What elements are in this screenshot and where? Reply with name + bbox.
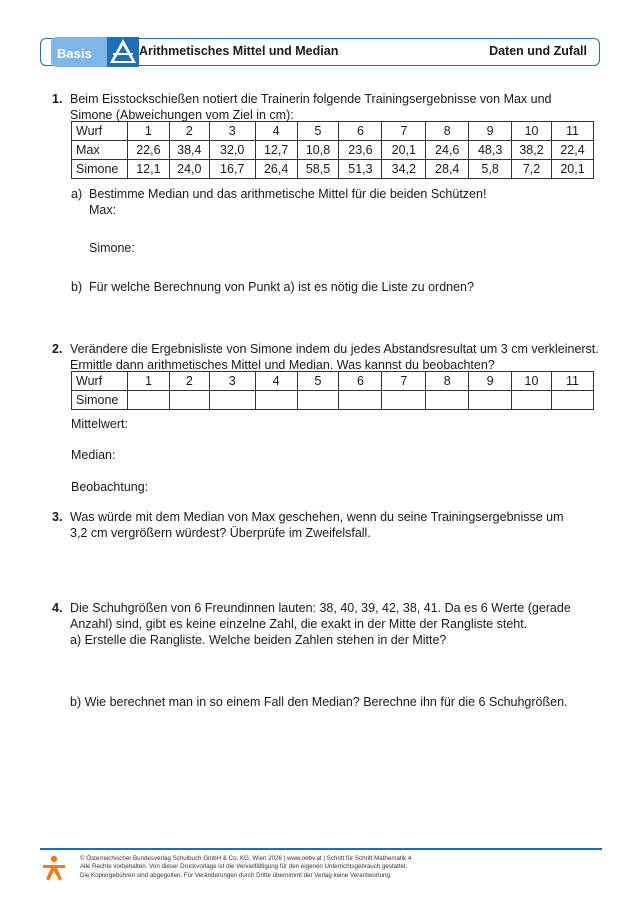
task2-table-cell: 6 — [339, 372, 382, 391]
task1-table-row-label: Max — [72, 141, 128, 160]
task1-table-cell: 8 — [426, 122, 469, 141]
task2-table-cell: 9 — [469, 372, 512, 391]
task1-table-cell: 12,1 — [127, 160, 169, 179]
task2-table-cell: 3 — [209, 372, 255, 391]
task1-table-cell: 7,2 — [512, 160, 552, 179]
task2-table-cell — [209, 391, 255, 410]
task1-table-cell: 48,3 — [469, 141, 512, 160]
task1-table-cell: 16,7 — [209, 160, 255, 179]
footer-rule — [40, 848, 602, 850]
task1-table-cell: 10 — [512, 122, 552, 141]
task1-results-table — [71, 121, 594, 179]
task1-table-cell: 7 — [382, 122, 426, 141]
task1-table-row-label: Wurf — [72, 122, 128, 141]
task2-table-cell — [469, 391, 512, 410]
task2-table-cell — [169, 391, 209, 410]
task1-table-cell: 24,6 — [426, 141, 469, 160]
task1-table-cell: 23,6 — [339, 141, 382, 160]
task1-a-max-label: Max: — [89, 203, 117, 217]
task1-table-cell: 12,7 — [255, 141, 297, 160]
task1-table-cell: 38,2 — [512, 141, 552, 160]
task1-table-row-label: Simone — [72, 160, 128, 179]
task2-table-cell — [255, 391, 297, 410]
task1-a-label: a) — [71, 187, 83, 201]
task1-table-cell: 2 — [169, 122, 209, 141]
task2-table-cell — [127, 391, 169, 410]
task1-intro-line2: Simone (Abweichungen vom Ziel in cm): — [70, 108, 294, 122]
badge-label: Basis — [57, 46, 92, 61]
task1-b-label: b) — [71, 280, 83, 294]
task1-table-cell: 24,0 — [169, 160, 209, 179]
task1-table-cell: 22,4 — [552, 141, 594, 160]
task2-median-label: Median: — [71, 448, 116, 462]
task1-table-cell: 26,4 — [255, 160, 297, 179]
task4-text — [70, 600, 571, 648]
publisher-logo-icon — [40, 854, 68, 882]
task1-table-cell: 28,4 — [426, 160, 469, 179]
task1-table-cell: 6 — [339, 122, 382, 141]
task1-table-cell: 5 — [297, 122, 339, 141]
task1-table-cell: 51,3 — [339, 160, 382, 179]
task1-table-cell: 20,1 — [382, 141, 426, 160]
task3-line1: Was würde mit dem Median von Max geschehen, wenn du seine Trainingsergebnisse um — [70, 510, 564, 524]
task1-table-cell: 32,0 — [209, 141, 255, 160]
task1-table-cell: 3 — [209, 122, 255, 141]
task2-table-row — [72, 391, 594, 410]
task2-table-cell: 7 — [382, 372, 426, 391]
task2-results-table — [71, 371, 594, 410]
task2-line2: Ermittle dann arithmetisches Mittel und Median. Was kannst du beobachten? — [70, 358, 495, 372]
task4-b-text: b) Wie berechnet man in so einem Fall den Median? Berechne ihn für die 6 Schuhgrößen. — [70, 695, 568, 709]
task1-table-cell: 9 — [469, 122, 512, 141]
task2-table-cell: 1 — [127, 372, 169, 391]
task2-table-row-label: Wurf — [72, 372, 128, 391]
task2-line1: Verändere die Ergebnisliste von Simone indem du jedes Abstandsresultat um 3 cm verkleinerst. — [70, 342, 599, 356]
topic-label: Daten und Zufall — [489, 44, 587, 58]
task2-table-cell — [339, 391, 382, 410]
footer-copyright — [80, 855, 411, 880]
task2-table-cell — [426, 391, 469, 410]
task2-table-cell — [551, 391, 593, 410]
task2-table-cell — [382, 391, 426, 410]
task2-table-cell: 11 — [551, 372, 593, 391]
footer-line2: Alle Rechte vorbehalten. Von dieser Druckvorlage ist die Vervielfältigung für den eigenen Unterrichtsgebrauch gestattet. — [80, 863, 408, 871]
task2-instructions — [70, 341, 599, 373]
task2-table-row-label: Simone — [72, 391, 128, 410]
task2-beobachtung-label: Beobachtung: — [71, 480, 149, 494]
task1-number: 1. — [52, 92, 63, 106]
task3-number: 3. — [52, 510, 63, 524]
task4-a-text: a) Erstelle die Rangliste. Welche beiden Zahlen stehen in der Mitte? — [70, 633, 447, 647]
task1-table-cell: 1 — [127, 122, 169, 141]
footer-line1: © Österreichischer Bundesverlag Schulbuch GmbH & Co. KG, Wien 2026 | www.oebv.at | Schritt für Schritt Mathematik 4 — [80, 855, 412, 862]
task1-b-text: Für welche Berechnung von Punkt a) ist es nötig die Liste zu ordnen? — [89, 280, 474, 294]
task2-table-cell: 4 — [255, 372, 297, 391]
task1-table-header-row — [72, 122, 594, 141]
task2-table-cell: 10 — [512, 372, 552, 391]
task2-table-cell: 8 — [426, 372, 469, 391]
task1-table-cell: 38,4 — [169, 141, 209, 160]
task4-line1: Die Schuhgrößen von 6 Freundinnen lauten: 38, 40, 39, 42, 38, 41. Da es 6 Werte (gerade — [70, 601, 571, 615]
task2-table-header-row — [72, 372, 594, 391]
task3-line2: 3,2 cm vergrößern würdest? Überprüfe im Zweifelsfall. — [70, 526, 371, 540]
task1-a-simone-label: Simone: — [89, 241, 135, 255]
task1-a-text: Bestimme Median und das arithmetische Mittel für die beiden Schützen! — [89, 187, 487, 201]
task1-table-cell: 34,2 — [382, 160, 426, 179]
task2-number: 2. — [52, 342, 63, 356]
task1-table-cell: 10,8 — [297, 141, 339, 160]
task1-intro-line1: Beim Eisstockschießen notiert die Trainerin folgende Trainingsergebnisse von Max und — [70, 92, 552, 106]
task1-intro — [70, 91, 552, 123]
task1-table-cell: 11 — [552, 122, 594, 141]
task2-table-cell — [512, 391, 552, 410]
task1-table-cell: 20,1 — [552, 160, 594, 179]
task1-table-row — [72, 141, 594, 160]
task1-table-cell: 5,8 — [469, 160, 512, 179]
footer-line3: Die Kopiergebühren sind abgegolten. Für Veränderungen durch Dritte übernimmt der Verlag keine Verantwortung. — [80, 871, 392, 879]
task2-mittelwert-label: Mittelwert: — [71, 417, 128, 431]
task2-table-cell: 2 — [169, 372, 209, 391]
task1-table-row — [72, 160, 594, 179]
task2-table-cell: 5 — [297, 372, 339, 391]
task1-table-cell: 58,5 — [297, 160, 339, 179]
task4-number: 4. — [52, 601, 63, 615]
task2-table-cell — [297, 391, 339, 410]
worksheet-title: Arithmetisches Mittel und Median — [139, 44, 339, 58]
task4-line2: Anzahl) sind, gibt es keine einzelne Zahl, die exakt in der Mitte der Rangliste steht. — [70, 617, 528, 631]
task3-text — [70, 509, 564, 541]
task1-table-cell: 4 — [255, 122, 297, 141]
task1-table-cell: 22,6 — [127, 141, 169, 160]
